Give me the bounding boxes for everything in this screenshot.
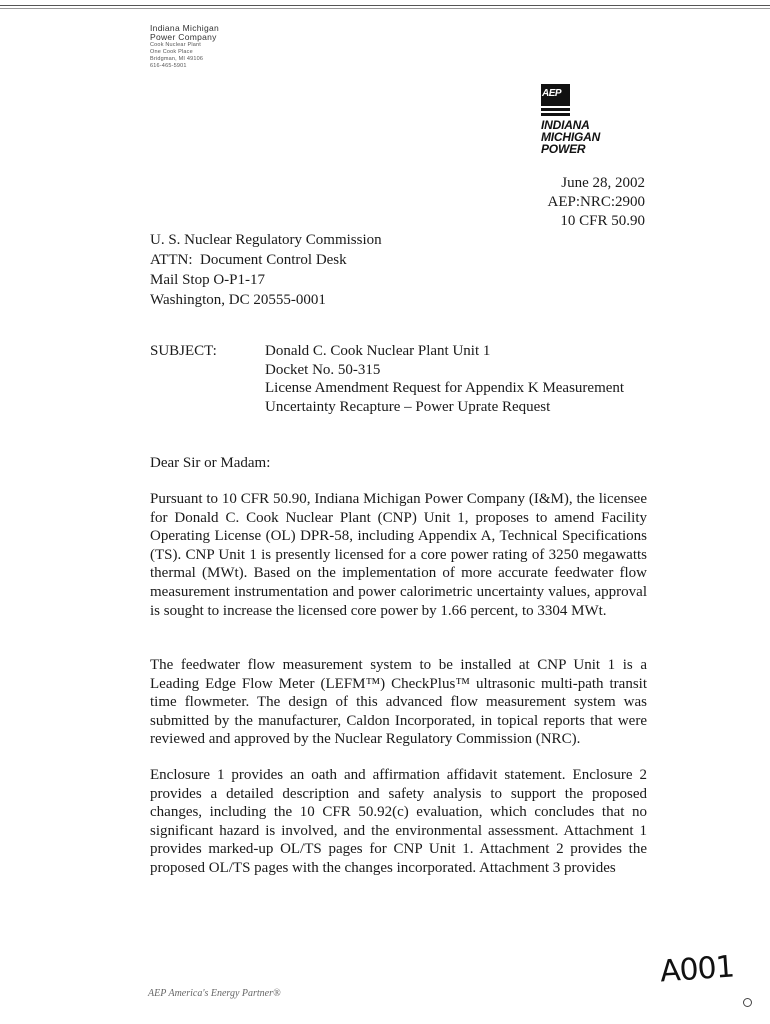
margin-stamp-circle [743,998,752,1007]
addressee-line-2: ATTN: Document Control Desk [150,252,347,268]
letter-date: June 28, 2002 [561,175,645,191]
subject-line-2: Docket No. 50-315 [265,361,381,378]
salutation: Dear Sir or Madam: [150,455,271,471]
subject-label: SUBJECT: [150,343,217,359]
company-name-line-1: Indiana Michigan [150,23,220,33]
logo-name-line-2: MICHIGAN [541,130,601,144]
addressee-block [150,230,382,310]
company-name-line-2: Power Company [150,32,217,42]
subject-line-3: License Amendment Request for Appendix K Measurement [265,380,625,396]
addressee-line-3: Mail Stop O-P1-17 [150,272,266,288]
scan-edge-line-secondary [0,8,770,9]
addressee-line-1: U. S. Nuclear Regulatory Commission [150,232,382,248]
body-paragraph-2: The feedwater flow measurement system to be installed at CNP Unit 1 is a Leading Edge Flow Meter (LEFM™) CheckPlus™ ultrasonic multi-path transit time flowmeter. The design of this advanced flow measurement system was submitted by the manufacturer, Caldon Incorporated, in topical reports that were reviewed and approved by the Nuclear Regulatory Commission (NRC). [150,657,647,748]
addressee-line-4: Washington, DC 20555-0001 [150,292,326,308]
letter-regulation: 10 CFR 50.90 [560,213,645,229]
subject-line-4: Uncertainty Recapture – Power Uprate Request [265,398,551,415]
scan-edge-line [0,5,770,6]
handwritten-mark: A001 [658,949,735,990]
logo-name-line-3: POWER [541,142,586,156]
letterhead-address-4: 616-465-5901 [150,63,187,69]
letterhead-address-1: Cook Nuclear Plant [150,42,201,48]
body-paragraph-3: Enclosure 1 provides an oath and affirmation affidavit statement. Enclosure 2 provides a detailed description and safety analysis to support the proposed changes, including the 10 CFR 50.92(c) evaluation, which concludes that no significant hazard is involved, and the environmental assessment. Attachment 1 provides marked-up OL/TS pages for CNP Unit 1. Attachment 2 provides the proposed OL/TS pages with the changes incorporated. Attachment 3 provides [150,767,647,876]
letterhead-address-3: Bridgman, MI 49106 [150,56,204,62]
body-paragraph-1: Pursuant to 10 CFR 50.90, Indiana Michigan Power Company (I&M), the licensee for Donald C. Cook Nuclear Plant (CNP) Unit 1, proposes to amend Facility Operating License (OL) DPR-58, including Appendix A, Technical Specifications (TS). CNP Unit 1 is presently licensed for a core power rating of 3250 megawatts thermal (MWt). Based on the implementation of more accurate feedwater flow measurement instrumentation and power calorimetric uncertainty values, approval is sought to increase the licensed core power by 1.66 percent, to 3304 MWt. [150,491,647,619]
margin-stamp [744,925,754,995]
aep-logo-mark [541,84,570,116]
reference-block [547,174,645,231]
company-logo [541,84,651,155]
letter-number: AEP:NRC:2900 [547,194,645,210]
logo-name [541,119,651,155]
letterhead-address-2: One Cook Place [150,49,193,55]
subject-line-1: Donald C. Cook Nuclear Plant Unit 1 [265,343,491,359]
letterhead [150,24,219,70]
footer-tagline: AEP America's Energy Partner® [148,988,281,999]
logo-mark-text: AEP [542,88,562,99]
logo-name-line-1: INDIANA [541,118,590,132]
